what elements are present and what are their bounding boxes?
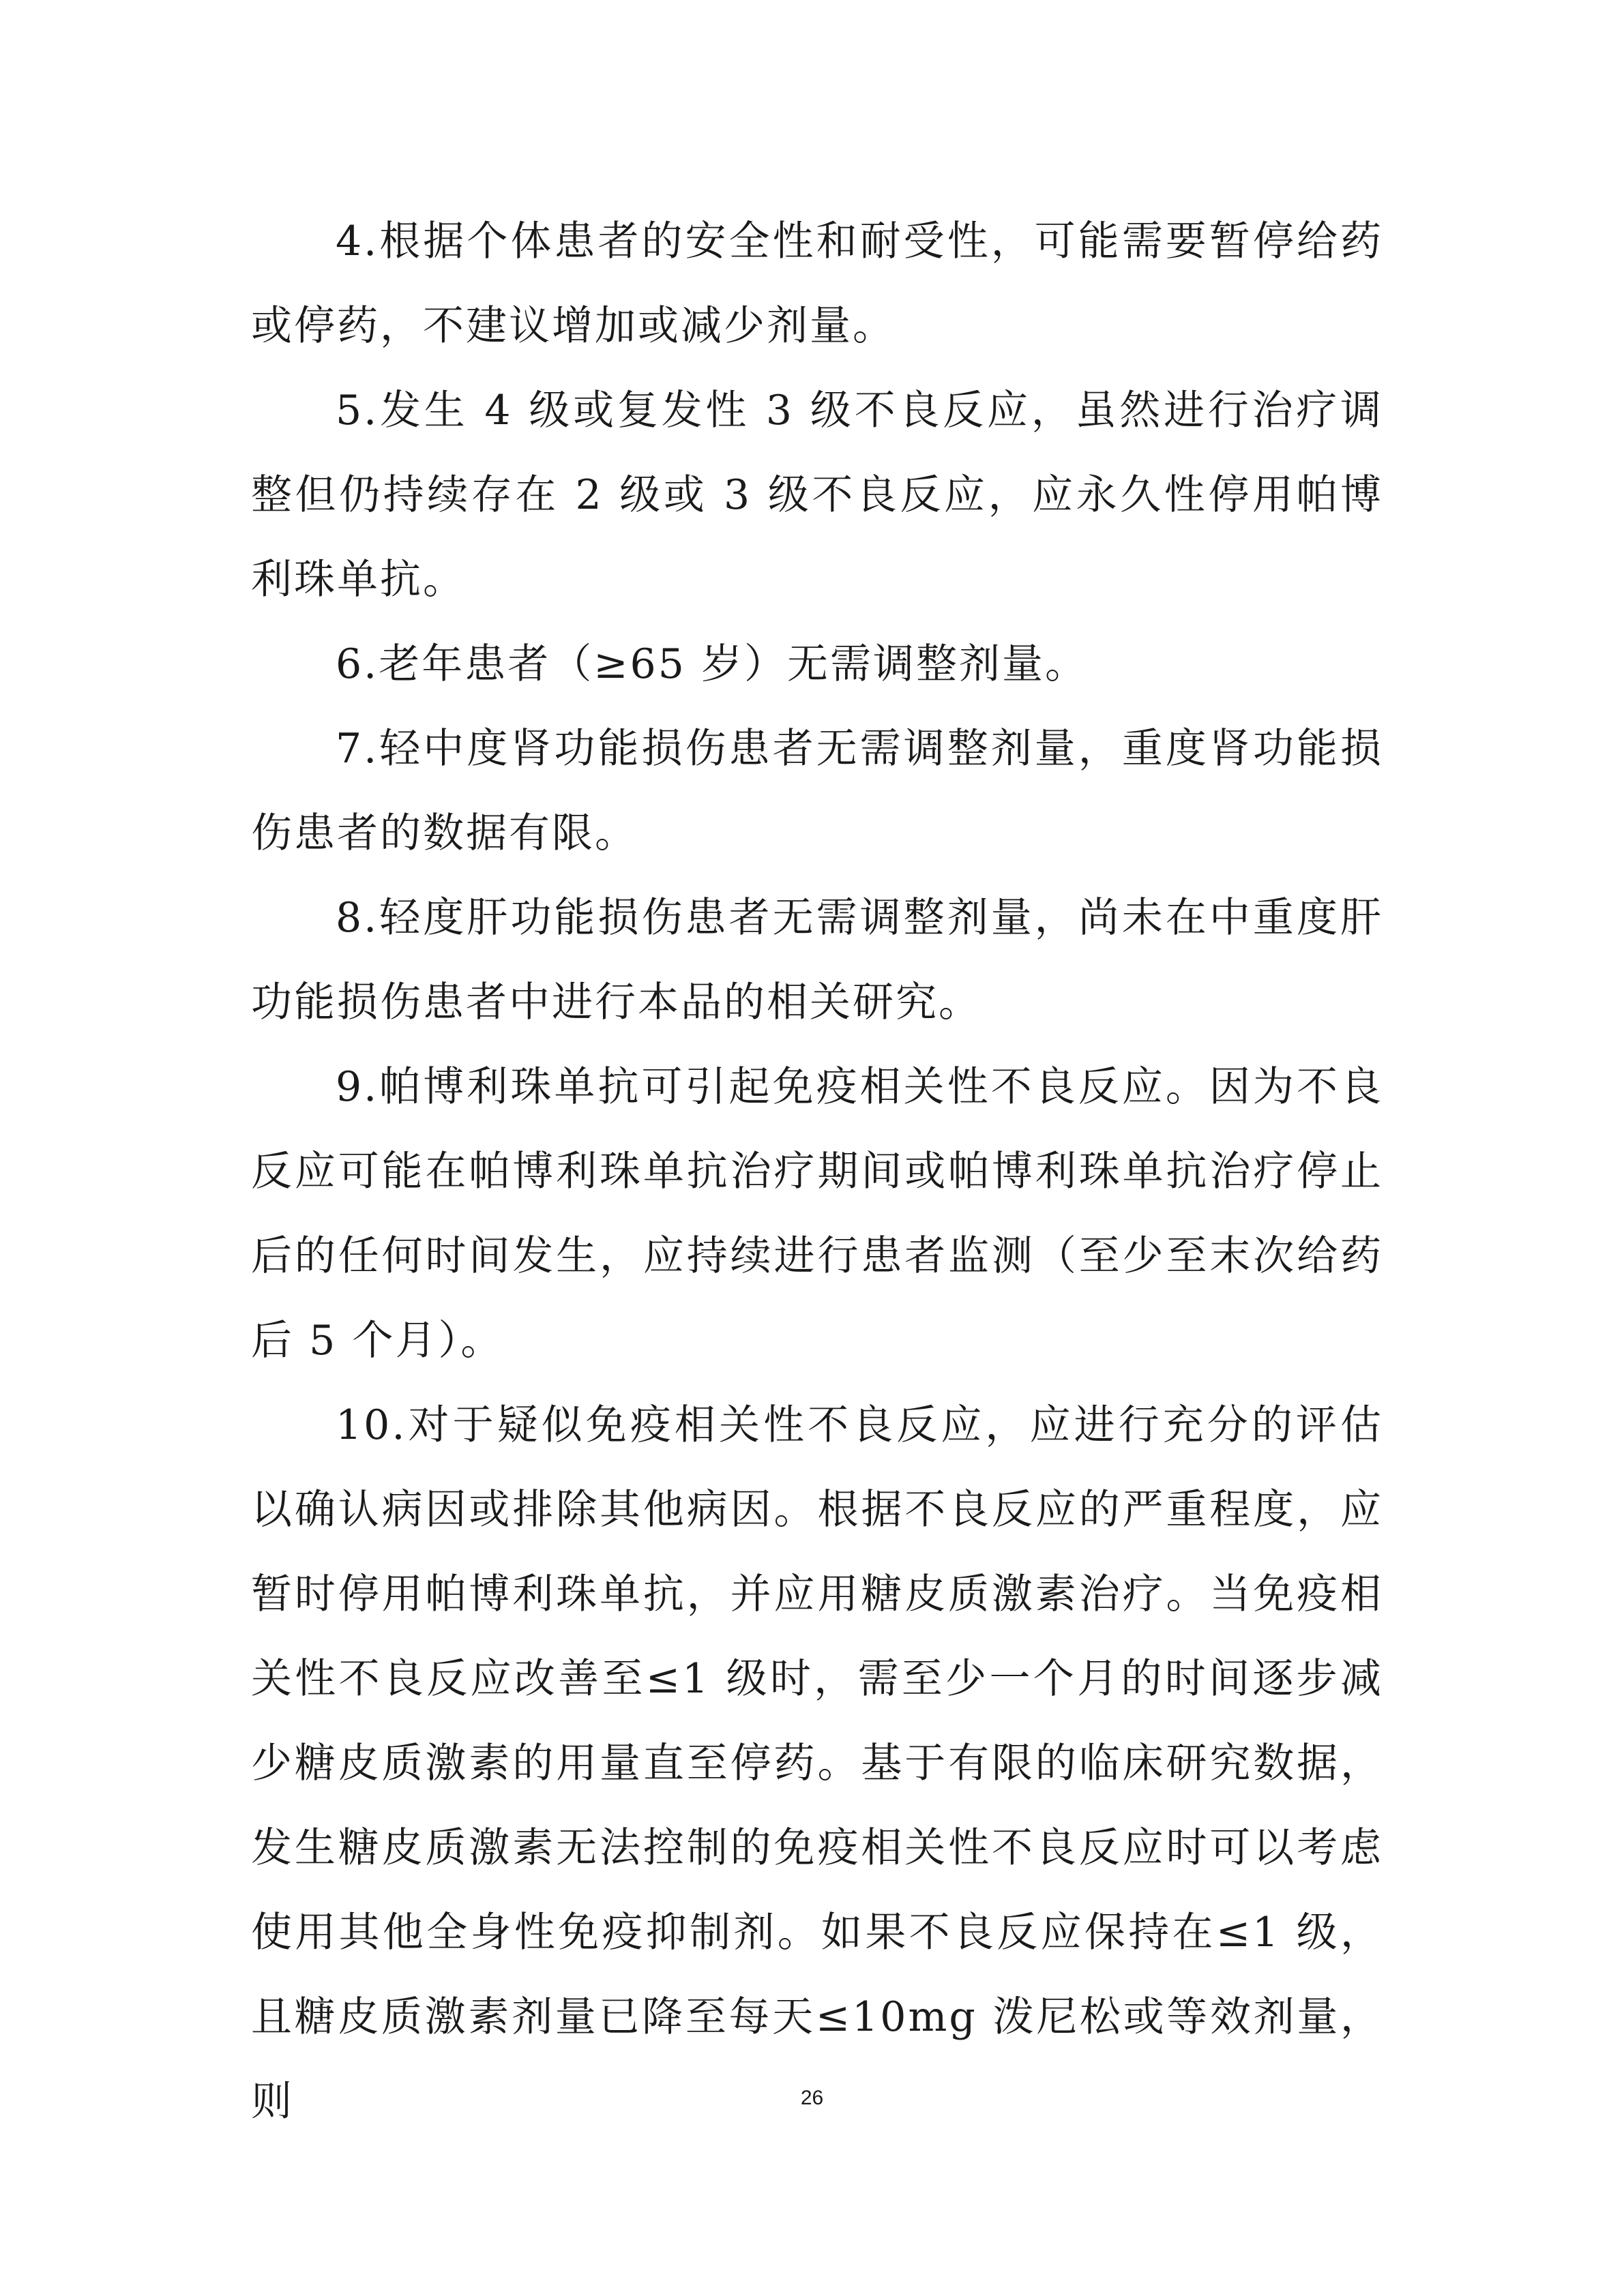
paragraph-item-9: 9.帕博利珠单抗可引起免疫相关性不良反应。因为不良反应可能在帕博利珠单抗治疗期间或帕博利珠单抗治疗停止后的任何时间发生，应持续进行患者监测（至少至末次给药后 5 个月）。 xyxy=(251,1063,1383,1365)
document-body xyxy=(251,199,1383,2144)
paragraph-item-10: 10.对于疑似免疫相关性不良反应，应进行充分的评估以确认病因或排除其他病因。根据不良反应的严重程度，应暂时停用帕博利珠单抗，并应用糖皮质激素治疗。当免疫相关性不良反应改善至≤1 级时，需至少一个月的时间逐步减少糖皮质激素的用量直至停药。基于有限的临床研究数据，发生糖皮质激素无法控制的免疫相关性不良反应时可以考虑使用其他全身性免疫抑制剂。如果不良反应保持在≤1 级，且糖皮质激素剂量已降至每天≤10mg 泼尼松或等效剂量，则 xyxy=(251,1401,1383,2126)
paragraph-item-4: 4.根据个体患者的安全性和耐受性，可能需要暂停给药或停药，不建议增加或减少剂量。 xyxy=(251,218,1383,350)
page-number: 26 xyxy=(800,2087,824,2109)
paragraph-item-8: 8.轻度肝功能损伤患者无需调整剂量，尚未在中重度肝功能损伤患者中进行本品的相关研究。 xyxy=(251,894,1383,1026)
paragraph-item-6: 6.老年患者（≥65 岁）无需调整剂量。 xyxy=(336,640,1088,688)
paragraph-item-5: 5.发生 4 级或复发性 3 级不良反应，虽然进行治疗调整但仍持续存在 2 级或 3 级不良反应，应永久性停用帕博利珠单抗。 xyxy=(251,387,1383,603)
paragraph-item-7: 7.轻中度肾功能损伤患者无需调整剂量，重度肾功能损伤患者的数据有限。 xyxy=(251,725,1383,857)
